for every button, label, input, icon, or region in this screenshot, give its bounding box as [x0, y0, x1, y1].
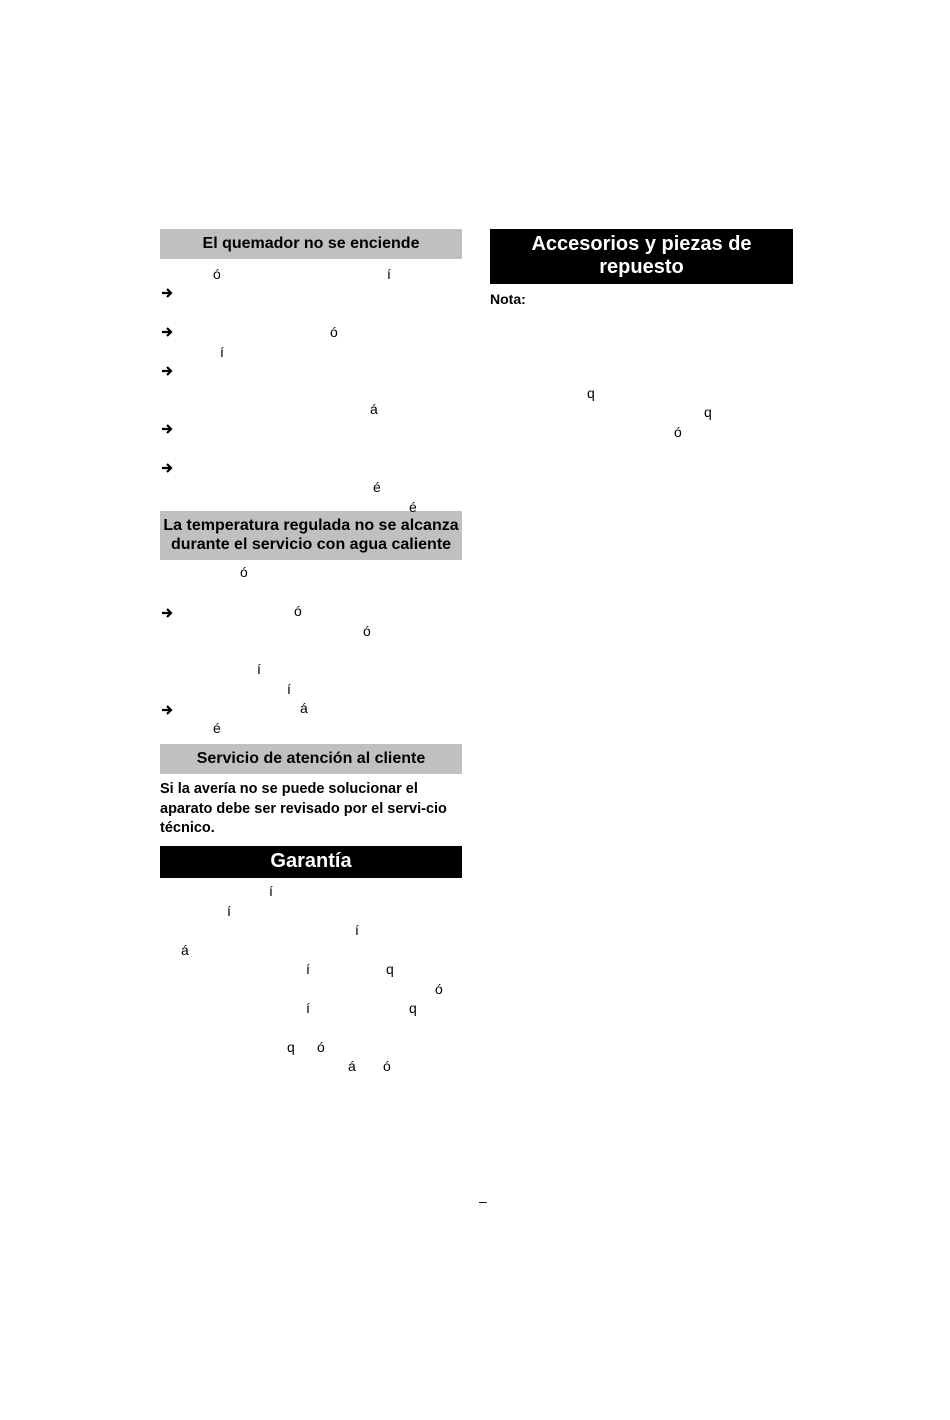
page-number: – — [479, 1193, 487, 1209]
text-fragment: é — [409, 499, 417, 515]
text-fragment: ó — [330, 324, 338, 340]
text-fragment: q — [587, 385, 595, 401]
text-fragment: ó — [674, 424, 682, 440]
text-fragment: q — [386, 960, 394, 977]
text-fragment: é — [373, 479, 381, 495]
text-fragment: q — [704, 404, 712, 420]
text-fragment: q — [409, 999, 417, 1016]
temperature-body — [160, 560, 462, 744]
text-fragment: ó — [294, 603, 302, 619]
arrow-right-icon — [160, 703, 174, 717]
text-fragment: é — [213, 720, 221, 736]
service-text: Si la avería no se puede solucionar el aparato debe ser revisado por el servi-cio técnico. — [160, 781, 447, 836]
section-heading-burner: El quemador no se enciende — [160, 229, 462, 259]
arrow-right-icon — [160, 606, 174, 620]
text-fragment: ó — [240, 564, 248, 580]
note-label: Nota: — [490, 291, 526, 307]
text-fragment: í — [387, 266, 391, 282]
text-fragment: í — [287, 681, 291, 697]
arrow-right-icon — [160, 364, 174, 378]
arrow-right-icon — [160, 422, 174, 436]
warranty-body — [160, 878, 462, 1078]
section-heading-temperature: La temperatura regulada no se alcanza durante el servicio con agua caliente — [160, 511, 462, 560]
text-fragment: q — [287, 1038, 295, 1055]
text-fragment: ó — [383, 1057, 391, 1074]
text-fragment: í — [306, 960, 310, 977]
text-fragment: ó — [213, 266, 221, 282]
text-fragment: í — [306, 999, 310, 1016]
arrow-right-icon — [160, 286, 174, 300]
text-fragment: á — [370, 401, 378, 417]
text-fragment: á — [348, 1057, 356, 1074]
section-heading-accessories: Accesorios y piezas de repuesto — [490, 229, 793, 284]
text-fragment: í — [227, 902, 231, 919]
text-fragment: í — [355, 921, 359, 938]
arrow-right-icon — [160, 461, 174, 475]
text-fragment: ó — [363, 623, 371, 639]
left-column — [160, 229, 462, 1078]
text-fragment: á — [181, 941, 189, 958]
burner-body — [160, 259, 462, 515]
right-column — [490, 229, 793, 467]
section-heading-service: Servicio de atención al cliente — [160, 744, 462, 774]
accessories-body — [490, 307, 793, 467]
text-fragment: í — [269, 882, 273, 899]
text-fragment: á — [300, 700, 308, 716]
section-heading-warranty: Garantía — [160, 846, 462, 878]
text-fragment: ó — [317, 1038, 325, 1055]
text-fragment: í — [220, 344, 224, 360]
arrow-right-icon — [160, 325, 174, 339]
text-fragment: ó — [435, 980, 443, 997]
text-fragment: í — [257, 661, 261, 677]
